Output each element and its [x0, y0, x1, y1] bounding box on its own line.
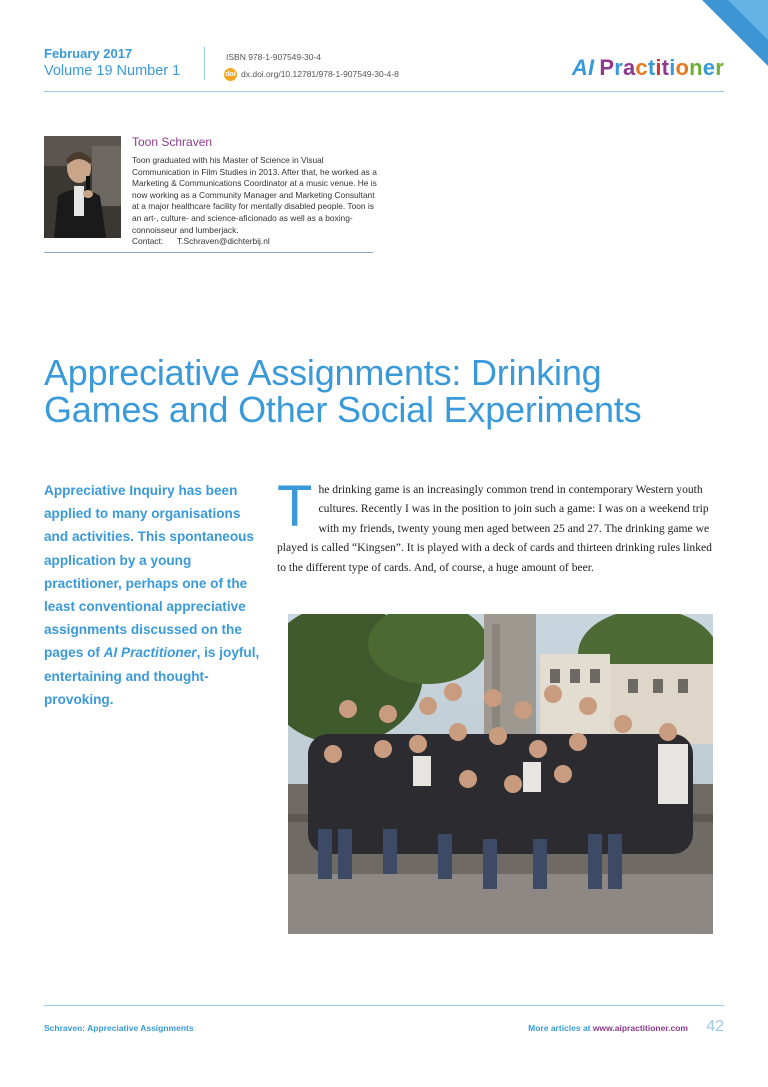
isbn: ISBN 978-1-907549-30-4	[226, 52, 321, 62]
group-photo	[288, 614, 713, 934]
logo-letter: n	[689, 55, 703, 80]
abstract-text-end: , is joyful, entertaining and thought-provoking.	[44, 645, 260, 707]
more-articles-text: More articles at	[528, 1023, 593, 1033]
logo-ai: AI	[571, 55, 595, 80]
page-number: 42	[706, 1018, 724, 1035]
website-link[interactable]: www.aipractitioner.com	[592, 1023, 688, 1033]
doi-link[interactable]: dx.doi.org/10.12781/978-1-907549-30-4-8	[241, 69, 399, 79]
author-bio	[132, 155, 380, 248]
article-body	[277, 474, 722, 577]
logo-letter: t	[661, 55, 670, 80]
ai-practitioner-logo[interactable]	[572, 55, 724, 81]
running-title: Schraven: Appreciative Assignments	[44, 1023, 194, 1033]
logo-letter: i	[669, 55, 676, 80]
logo-letter: r	[614, 55, 623, 80]
logo-letter: r	[715, 55, 724, 80]
more-articles	[528, 1023, 688, 1033]
footer-rule	[44, 1005, 724, 1006]
logo-letter: a	[622, 55, 636, 80]
header-rule	[44, 91, 724, 92]
logo-letter: t	[647, 55, 656, 80]
logo-letter: c	[635, 55, 648, 80]
logo-letter: i	[655, 55, 662, 80]
author-rule	[44, 252, 373, 253]
author-bio-text: Toon graduated with his Master of Science in Visual Communication in Film Studies in 2013. After that, he worked as a Marketing & Communications Coordinator at a music venue. He is now working as a Community Manager and Marketing Consultant at a major healthcare facility for mentally disabled people. Toon is an art-, culture- and science-aficionado as well as a boxing-connoisseur and lumberjack.	[132, 155, 377, 235]
logo-wordmark	[599, 55, 724, 80]
doi-icon: doi	[224, 68, 237, 81]
logo-letter: P	[599, 55, 615, 80]
corner-decoration-inner	[728, 0, 768, 40]
abstract-journal-name: AI Practitioner	[103, 645, 197, 661]
header-divider	[204, 47, 205, 80]
logo-letter: e	[702, 55, 716, 80]
logo-letter: o	[675, 55, 690, 80]
author-name: Toon Schraven	[132, 135, 213, 149]
article-abstract	[44, 479, 264, 711]
author-contact	[132, 236, 380, 248]
body-paragraph: he drinking game is an increasingly common trend in contemporary Western youth cultures. Recently I was in the position to join such a game: I was on a weekend trip with my friends, twenty young men aged between 25 and 27. The drinking game we played is called “Kingsen”. It is played with a deck of cards and thirteen drinking rules linked to the different type of cards. And, of course, a huge amount of beer.	[277, 483, 712, 574]
issue-date: February 2017	[44, 46, 133, 61]
author-photo	[44, 136, 121, 238]
drop-cap: T	[277, 474, 313, 539]
article-title: Appreciative Assignments: Drinking Games and Other Social Experiments	[44, 352, 642, 430]
abstract-text: Appreciative Inquiry has been applied to many organisations and activities. This spontaneous application by a young practitioner, perhaps one of the least conventional appreciative assignments discussed on the pages of	[44, 483, 254, 661]
contact-label: Contact:	[132, 236, 164, 247]
issue-volume: Volume 19 Number 1	[44, 63, 181, 79]
contact-email[interactable]: T.Schraven@dichterbij.nl	[177, 236, 270, 247]
